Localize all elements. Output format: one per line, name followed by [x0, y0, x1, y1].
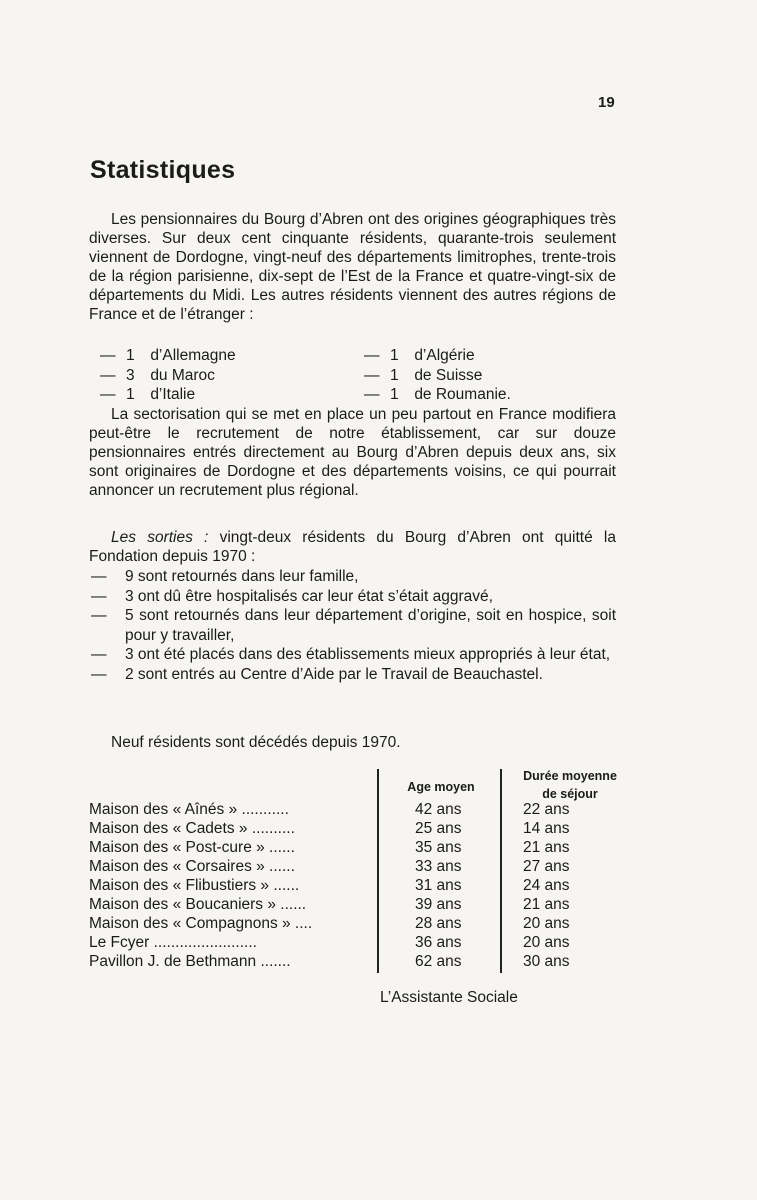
page-number: 19: [598, 94, 615, 111]
table-row: Maison des « Flibustiers » ...... 31 ans 24 ans: [89, 877, 570, 894]
origin-label: de Suisse: [414, 366, 483, 384]
sorties-paragraph: Les sorties : vingt-deux résidents du Bourg d’Abren ont quitté la Fondation depuis 1970 :: [89, 529, 617, 565]
table-header-duree: Durée moyenne de séjour: [523, 769, 617, 801]
sorties-list: [89, 567, 616, 684]
signature: L’Assistante Sociale: [380, 989, 518, 1006]
table-row: Maison des « Compagnons » .... 28 ans 20 ans: [89, 915, 570, 932]
list-item: — 3 ont été placés dans des établissements mieux appropriés à leur état,: [91, 646, 611, 663]
deaths-sentence: Neuf résidents sont décédés depuis 1970.: [111, 734, 401, 751]
origin-label: de Roumanie.: [414, 386, 511, 403]
table-row: Maison des « Post-cure » ...... 35 ans 21 ans: [89, 839, 570, 856]
table-row: Maison des « Aînés » ........... 42 ans 22 ans: [89, 801, 570, 818]
table-row: Maison des « Corsaires » ...... 33 ans 27 ans: [89, 858, 570, 875]
list-item: — 5 sont retournés dans leur département d’origine, soit en hospice, soit pour y travailler,: [91, 607, 616, 644]
origins-list: [100, 346, 511, 405]
origin-label: d’Allemagne: [150, 347, 236, 364]
table-header-age: Age moyen: [407, 780, 475, 794]
sorties-label: Les sorties :: [111, 529, 209, 546]
intro-paragraph: Les pensionnaires du Bourg d’Abren ont des origines géographiques très diverses. Sur deux cent cinquante résidents, quarante-trois seulement viennent de Dordogne, vingt-neuf des départements limitrophes, trente-trois de la région parisienne, dix-sept de l’Est de la France et quatre-vingt-six de départements du Midi. Les autres résidents viennent des autres régions de France et de l’étranger :: [89, 211, 616, 323]
list-item: — 2 sont entrés au Centre d’Aide par le Travail de Beauchastel.: [91, 665, 543, 683]
origin-row: — 1 d’Italie — 1 de Roumanie.: [100, 386, 511, 403]
list-item: — 9 sont retournés dans leur famille,: [91, 568, 359, 585]
stats-table: [89, 801, 619, 972]
origin-label: d’Italie: [150, 386, 196, 403]
table-row: Pavillon J. de Bethmann ....... 62 ans 30 ans: [89, 953, 570, 970]
origin-row: — 1 d’Allemagne — 1 d’Algérie: [100, 347, 475, 364]
list-item: — 3 ont dû être hospitalisés car leur état s’était aggravé,: [91, 587, 493, 605]
origin-label: du Maroc: [150, 366, 215, 384]
sectorisation-paragraph: La sectorisation qui se met en place un peu partout en France modifiera peut-être le recrutement de notre établissement, car sur douze pensionnaires entrés directement au Bourg d’Abren depuis deux ans, six sont originaires de Dordogne et des départements voisins, ce qui pourrait annoncer un recrutement plus régional.: [89, 406, 616, 499]
table-row: Maison des « Boucaniers » ...... 39 ans 21 ans: [89, 896, 570, 913]
section-title: Statistiques: [90, 156, 236, 184]
origin-row: — 3 du Maroc — 1 de Suisse: [100, 366, 483, 384]
origin-label: d’Algérie: [414, 347, 475, 364]
table-row: Le Fcyer ........................ 36 ans 20 ans: [89, 934, 570, 951]
table-row: Maison des « Cadets » .......... 25 ans 14 ans: [89, 820, 570, 837]
